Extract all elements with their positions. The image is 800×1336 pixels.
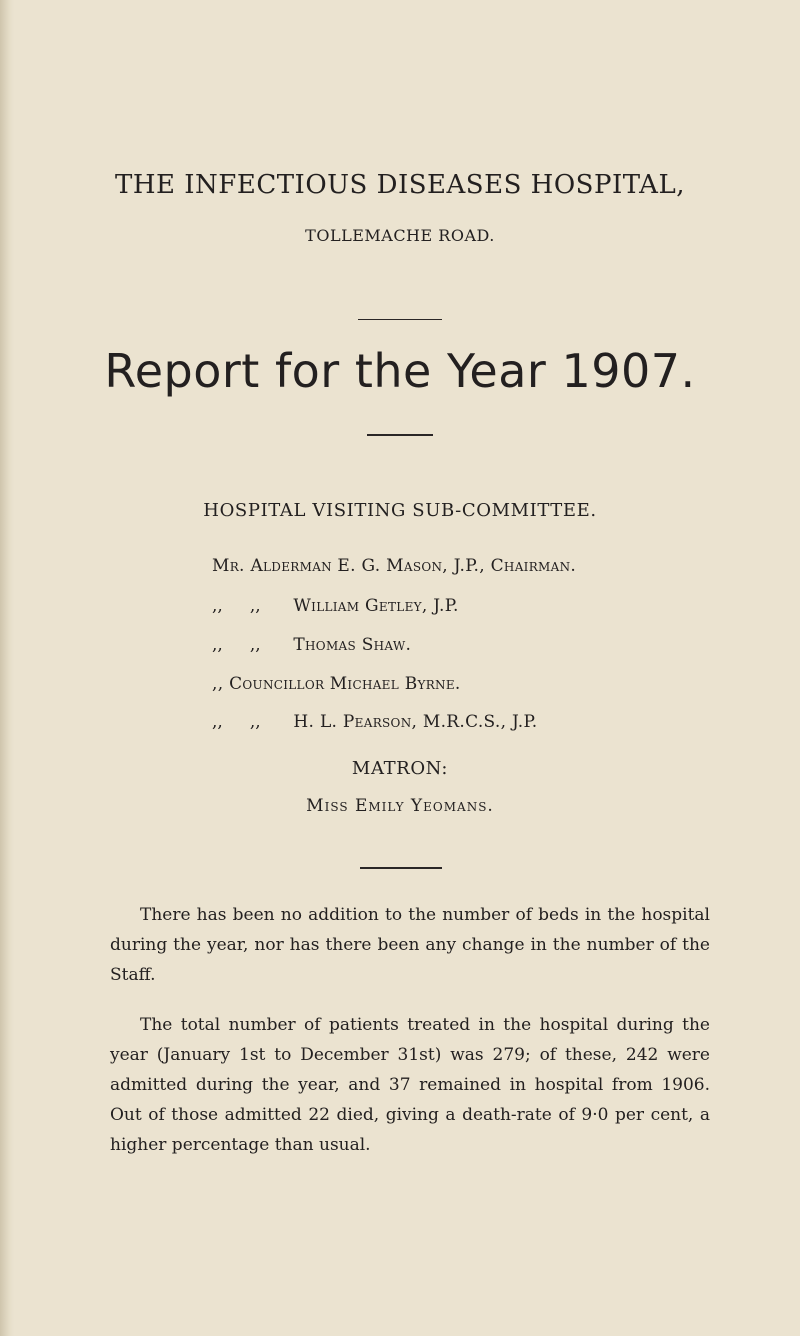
hospital-name: THE INFECTIOUS DISEASES HOSPITAL,	[115, 170, 685, 200]
member-name: Michael Byrne.	[329, 674, 461, 694]
committee-member	[212, 596, 459, 616]
paragraph-patients: The total number of patients treated in the hospital during the year (January 1st to December 31st) was 279; of these, 242 were admitted during the year, and 37 remained in hospital from 1906. Out of those admitted 22 died, giving a death-rate of 9·0 per cent, a higher percentage than usual.	[110, 1015, 710, 1155]
paragraph-beds: There has been no addition to the number of beds in the hospital during the year, nor has there been any change in the number of the Staff.	[110, 905, 710, 985]
divider-rule-3	[360, 867, 442, 869]
divider-rule-2	[367, 434, 433, 436]
matron-name: Miss Emily Yeomans.	[306, 796, 494, 816]
member-prefix: ,, ,,	[212, 712, 261, 732]
member-name: William Getley, J.P.	[293, 596, 459, 616]
member-prefix: ,, Councillor	[212, 674, 325, 694]
member-prefix: ,, ,,	[212, 635, 261, 655]
binding-gutter	[0, 0, 14, 1336]
matron-heading: MATRON:	[351, 758, 449, 779]
member-name: H. L. Pearson, M.R.C.S., J.P.	[293, 712, 538, 732]
hospital-address: TOLLEMACHE ROAD.	[305, 226, 495, 245]
committee-member	[212, 712, 537, 732]
member-name: E. G. Mason, J.P., Chairman.	[337, 556, 577, 576]
committee-member	[212, 674, 461, 694]
member-prefix: Mr. Alderman	[212, 556, 332, 576]
report-title: Report for the Year 1907.	[104, 344, 696, 398]
committee-member	[212, 556, 576, 576]
committee-heading: HOSPITAL VISITING SUB-COMMITTEE.	[203, 500, 597, 521]
member-prefix: ,, ,,	[212, 596, 261, 616]
divider-rule-1	[358, 319, 442, 320]
member-name: Thomas Shaw.	[293, 635, 412, 655]
committee-member	[212, 635, 411, 655]
